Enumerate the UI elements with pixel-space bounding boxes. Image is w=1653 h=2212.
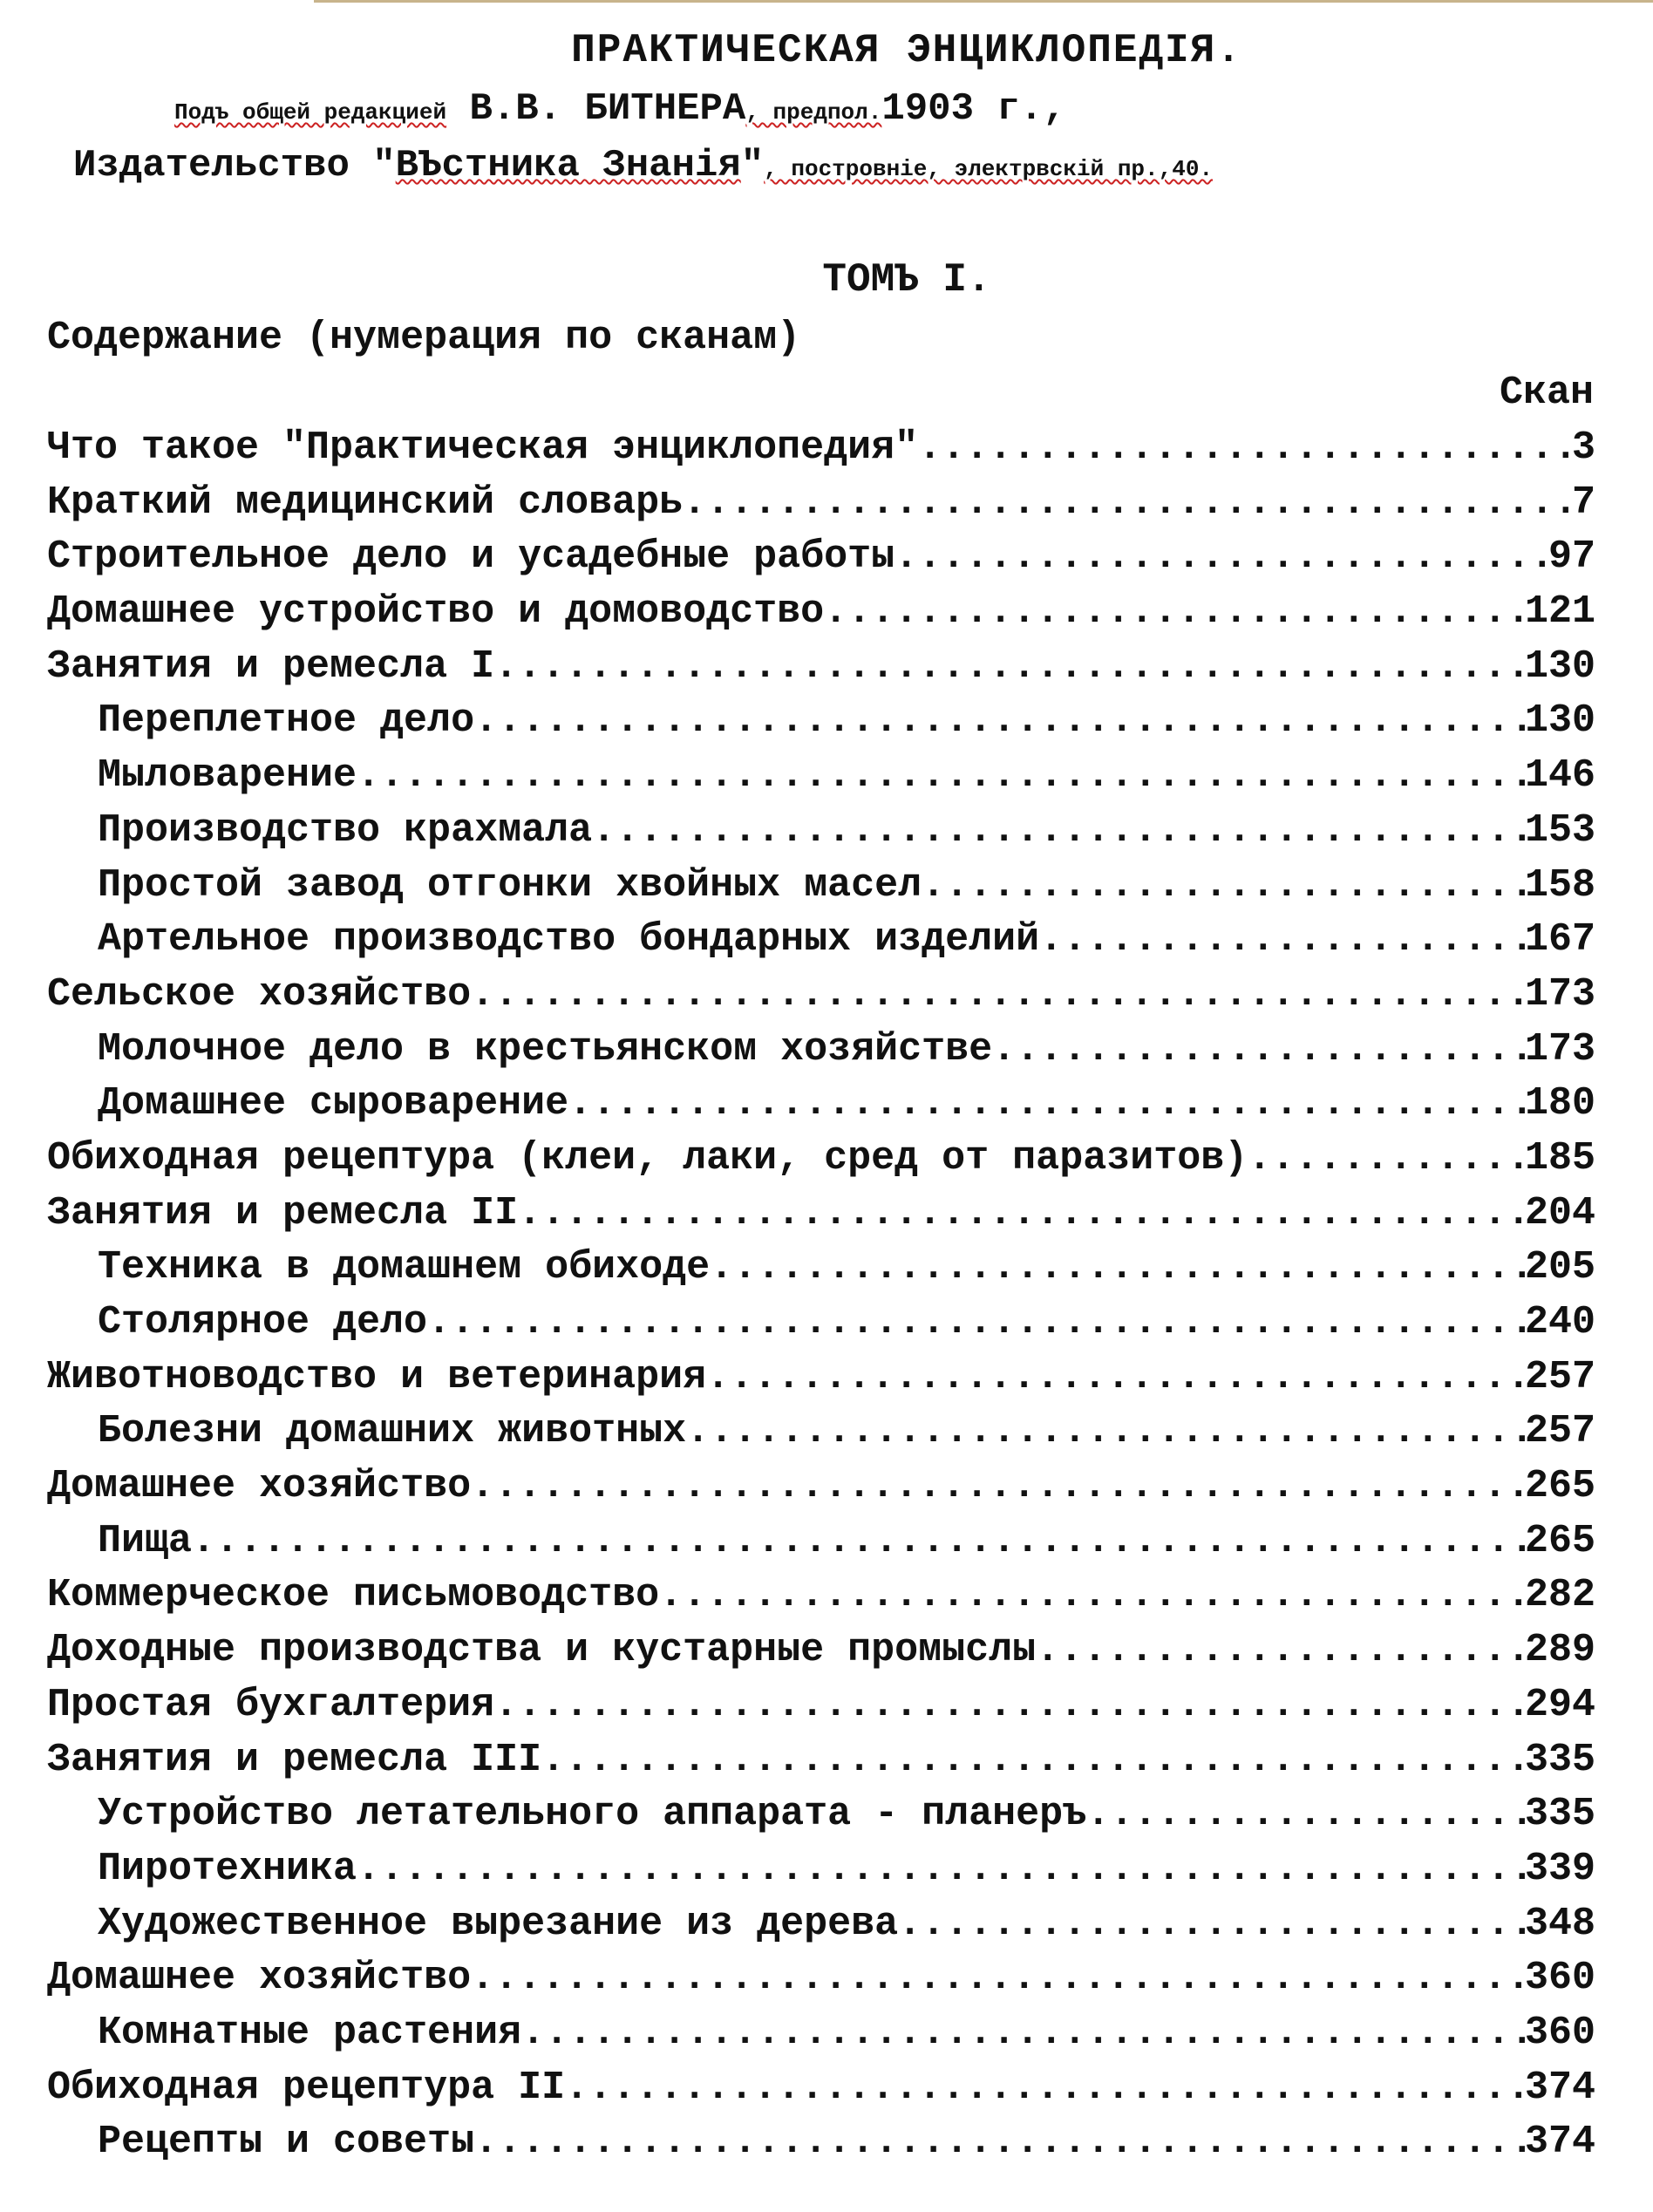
toc-subentry <box>47 1409 1595 1464</box>
toc-dot-leader <box>992 1027 1525 1072</box>
toc-scan-number: 204 <box>1524 1190 1595 1235</box>
toc-dot-leader <box>541 1738 1525 1782</box>
toc-dot-leader <box>427 1300 1525 1344</box>
toc-dot-leader <box>471 1464 1525 1508</box>
toc-subentry <box>47 2011 1595 2066</box>
toc-entry-title: Переплетное дело <box>98 698 475 744</box>
toc-entry <box>47 1191 1595 1246</box>
toc-subentry <box>47 698 1595 753</box>
toc-scan-number: 257 <box>1524 1409 1595 1454</box>
toc-scan-number: 167 <box>1524 917 1595 963</box>
toc-scan-number: 185 <box>1524 1135 1595 1181</box>
toc-entry <box>47 480 1595 535</box>
toc-subentry <box>47 1792 1595 1847</box>
toc-entry-title: Столярное дело <box>98 1300 428 1344</box>
toc-entry-title: Доходные производства и кустарные промыслы <box>47 1628 1037 1673</box>
toc-entry <box>47 1573 1595 1628</box>
toc-dot-leader <box>824 589 1525 634</box>
toc-entry-title: Пиротехника <box>98 1846 357 1891</box>
toc-entry-title: Сельское хозяйство <box>47 971 472 1017</box>
toc-dot-leader <box>895 534 1548 579</box>
toc-entry <box>47 972 1595 1027</box>
toc-entry-title: Что такое "Практическая энциклопедия" <box>47 425 919 470</box>
toc-scan-number: 360 <box>1524 2010 1595 2055</box>
toc-scan-number: 180 <box>1524 1081 1595 1126</box>
toc-entry-title: Артельное производство бондарных изделий <box>98 917 1040 963</box>
toc-scan-number: 121 <box>1524 589 1595 635</box>
toc-entry <box>47 644 1595 699</box>
toc-subentry <box>47 863 1595 918</box>
toc-entry-title: Производство крахмала <box>98 807 593 853</box>
toc-scan-number: 348 <box>1524 1901 1595 1946</box>
toc-scan-number: 7 <box>1571 480 1595 525</box>
toc-dot-leader <box>918 425 1572 470</box>
toc-entry <box>47 1628 1595 1683</box>
toc-entry <box>47 1136 1595 1191</box>
toc-entry-title: Домашнее хозяйство <box>47 1464 472 1509</box>
toc-dot-leader <box>518 1191 1525 1235</box>
toc-scan-number: 205 <box>1524 1245 1595 1290</box>
toc-subentry <box>47 753 1595 808</box>
toc-entry-title: Обиходная рецептура II <box>47 2065 566 2110</box>
toc-subentry <box>47 1519 1595 1574</box>
toc-dot-leader <box>357 1847 1525 1891</box>
editor-line <box>174 87 1066 131</box>
top-border-line <box>314 0 1653 3</box>
toc-scan-number: 335 <box>1524 1792 1595 1837</box>
editor-prefix: Подъ общей редакцией <box>174 99 447 126</box>
toc-entry-title: Животноводство и ветеринария <box>47 1354 707 1399</box>
toc-subentry <box>47 1081 1595 1136</box>
toc-scan-number: 97 <box>1548 534 1595 580</box>
toc-dot-leader <box>357 753 1525 798</box>
toc-entry <box>47 1738 1595 1793</box>
toc-entry-title: Болезни домашних животных <box>98 1409 687 1454</box>
toc-entry-title: Пища <box>98 1518 193 1563</box>
toc-entry <box>47 1683 1595 1738</box>
publisher-line <box>73 144 1213 187</box>
toc-entry-title: Комнатные растения <box>98 2010 522 2055</box>
toc-entry <box>47 589 1595 644</box>
toc-subentry <box>47 1902 1595 1957</box>
toc-dot-leader <box>1039 917 1525 962</box>
toc-scan-number: 240 <box>1524 1300 1595 1344</box>
toc-entry <box>47 2066 1595 2120</box>
toc-entry-title: Простой завод отгонки хвойных масел <box>98 862 922 908</box>
toc-dot-leader <box>898 1902 1525 1946</box>
toc-scan-number: 289 <box>1524 1628 1595 1673</box>
scan-column-header: Скан <box>1499 371 1594 415</box>
toc-dot-leader <box>471 972 1525 1017</box>
toc-scan-number: 282 <box>1524 1573 1595 1618</box>
toc-scan-number: 257 <box>1524 1354 1595 1399</box>
toc-scan-number: 265 <box>1524 1518 1595 1563</box>
contents-title: Содержание (нумерация по сканам) <box>47 316 801 360</box>
toc-scan-number: 130 <box>1524 643 1595 689</box>
toc-dot-leader <box>474 698 1525 743</box>
toc-entry-title: Занятия и ремесла II <box>47 1190 519 1235</box>
toc-subentry <box>47 2120 1595 2175</box>
volume-heading: ТОМЪ I. <box>822 257 991 303</box>
toc-dot-leader <box>568 1081 1525 1126</box>
toc-entry <box>47 534 1595 589</box>
toc-dot-leader <box>686 1409 1525 1453</box>
toc-dot-leader <box>521 2011 1525 2055</box>
editor-name: В.В. БИТНЕРА <box>446 87 746 131</box>
toc-entry <box>47 1355 1595 1410</box>
toc-subentry <box>47 1300 1595 1355</box>
toc-scan-number: 130 <box>1524 698 1595 744</box>
toc-scan-number: 294 <box>1524 1682 1595 1727</box>
toc-dot-leader <box>683 480 1572 525</box>
editor-suffix: , предпол. <box>745 99 882 126</box>
toc-dot-leader <box>474 2120 1525 2164</box>
toc-entry-title: Домашнее устройство и домоводство <box>47 589 825 635</box>
publisher-name: ВЪстника Знанія <box>395 144 741 187</box>
toc-scan-number: 374 <box>1524 2120 1595 2165</box>
toc-entry-title: Домашнее хозяйство <box>47 1956 472 2001</box>
toc-subentry <box>47 808 1595 863</box>
toc-scan-number: 374 <box>1524 2065 1595 2110</box>
toc-scan-number: 360 <box>1524 1956 1595 2001</box>
publisher-mid: " <box>740 144 765 187</box>
toc-entry-title: Домашнее сыроварение <box>98 1081 569 1126</box>
toc-dot-leader <box>710 1245 1525 1290</box>
toc-scan-number: 339 <box>1524 1846 1595 1891</box>
publisher-address: , постровніе, электрвскій пр.,40. <box>764 156 1214 182</box>
toc-entry-title: Простая бухгалтерия <box>47 1682 495 1727</box>
toc-subentry <box>47 1847 1595 1902</box>
table-of-contents <box>47 425 1595 2175</box>
toc-subentry <box>47 1245 1595 1300</box>
toc-entry-title: Техника в домашнем обиходе <box>98 1245 711 1290</box>
toc-dot-leader <box>1248 1136 1525 1181</box>
toc-scan-number: 153 <box>1524 807 1595 853</box>
toc-entry-title: Занятия и ремесла III <box>47 1737 542 1782</box>
toc-scan-number: 335 <box>1524 1737 1595 1782</box>
toc-dot-leader <box>706 1355 1525 1399</box>
toc-dot-leader <box>659 1573 1525 1617</box>
toc-entry-title: Рецепты и советы <box>98 2120 475 2165</box>
publisher-prefix: Издательство " <box>73 144 396 187</box>
toc-scan-number: 265 <box>1524 1464 1595 1509</box>
toc-dot-leader <box>1086 1792 1525 1836</box>
toc-scan-number: 3 <box>1571 425 1595 470</box>
toc-scan-number: 158 <box>1524 862 1595 908</box>
toc-dot-leader <box>922 863 1525 908</box>
toc-entry-title: Коммерческое письмоводство <box>47 1573 660 1618</box>
editor-year: 1903 г., <box>881 87 1066 131</box>
toc-scan-number: 173 <box>1524 971 1595 1017</box>
toc-entry-title: Мыловарение <box>98 753 357 799</box>
toc-entry-title: Краткий медицинский словарь <box>47 480 684 525</box>
toc-subentry <box>47 1027 1595 1082</box>
toc-entry <box>47 1956 1595 2011</box>
toc-entry <box>47 425 1595 480</box>
toc-entry-title: Обиходная рецептура (клеи, лаки, сред от паразитов) <box>47 1135 1248 1181</box>
toc-entry <box>47 1464 1595 1519</box>
toc-dot-leader <box>494 1683 1525 1727</box>
toc-dot-leader <box>1036 1628 1525 1672</box>
toc-dot-leader <box>592 808 1525 853</box>
document-title: ПРАКТИЧЕСКАЯ ЭНЦИКЛОПЕДІЯ. <box>571 28 1242 73</box>
toc-entry-title: Строительное дело и усадебные работы <box>47 534 895 580</box>
toc-dot-leader <box>565 2066 1525 2110</box>
toc-dot-leader <box>192 1519 1525 1563</box>
toc-entry-title: Молочное дело в крестьянском хозяйстве <box>98 1026 993 1072</box>
toc-dot-leader <box>471 1956 1525 2000</box>
toc-entry-title: Устройство летательного аппарата - планеръ <box>98 1792 1087 1837</box>
toc-entry-title: Занятия и ремесла I <box>47 643 495 689</box>
toc-entry-title: Художественное вырезание из дерева <box>98 1901 899 1946</box>
toc-scan-number: 146 <box>1524 753 1595 799</box>
toc-dot-leader <box>494 644 1525 689</box>
toc-subentry <box>47 917 1595 972</box>
toc-scan-number: 173 <box>1524 1026 1595 1072</box>
